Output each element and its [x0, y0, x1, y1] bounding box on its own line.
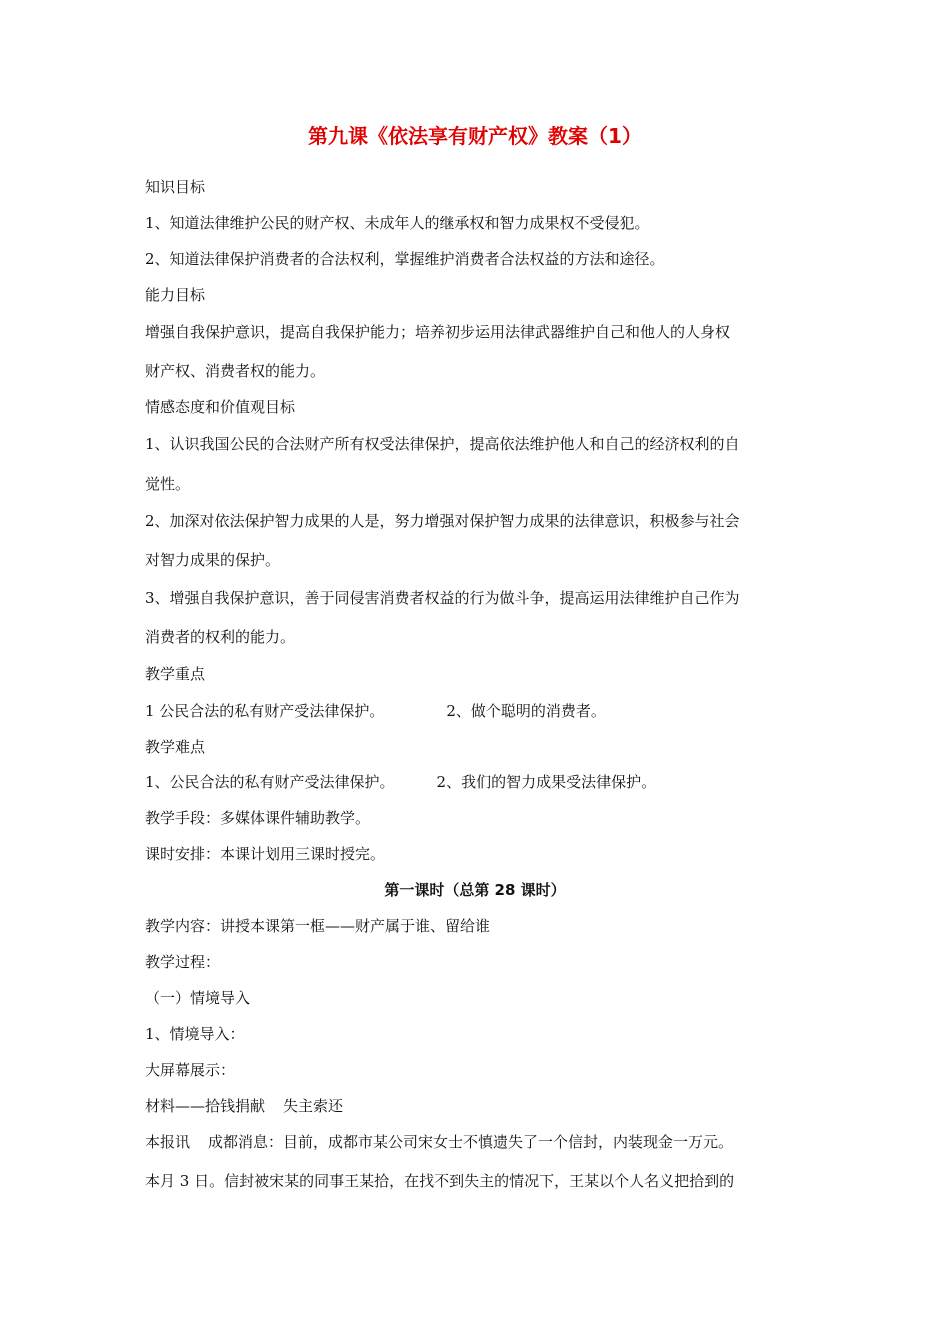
heading-key-points: 教学重点	[145, 665, 206, 683]
paragraph-line: 1、认识我国公民的合法财产所有权受法律保护，提高依法维护他人和自己的经济权利的自	[145, 435, 740, 453]
heading-ability-goals: 能力目标	[145, 286, 206, 304]
heading-knowledge-goals: 知识目标	[145, 178, 206, 196]
paragraph-line: 教学内容：讲授本课第一框——财产属于谁、留给谁	[145, 917, 491, 935]
key-points-row	[145, 700, 606, 722]
paragraph-line: 1、情境导入：	[145, 1025, 245, 1043]
paragraph-line: 课时安排：本课计划用三课时授完。	[145, 845, 386, 863]
paragraph-line: （一）情境导入	[145, 989, 251, 1007]
paragraph-line: 财产权、消费者权的能力。	[145, 362, 326, 380]
paragraph-line: 3、增强自我保护意识，善于同侵害消费者权益的行为做斗争，提高运用法律维护自己作为	[145, 589, 740, 607]
paragraph-line: 1、知道法律维护公民的财产权、未成年人的继承权和智力成果权不受侵犯。	[145, 214, 650, 232]
paragraph-line: 本月 3 日。信封被宋某的同事王某拾，在找不到失主的情况下，王某以个人名义把拾到的	[145, 1172, 735, 1190]
heading-difficult-points: 教学难点	[145, 738, 206, 756]
difficult-point-2: 2、我们的智力成果受法律保护。	[436, 773, 657, 791]
paragraph-line: 对智力成果的保护。	[145, 551, 281, 569]
paragraph-line: 大屏幕展示：	[145, 1061, 236, 1079]
document-title: 第九课《依法享有财产权》教案（1）	[308, 124, 642, 148]
paragraph-line: 觉性。	[145, 475, 191, 493]
section-title: 第一课时（总第 28 课时）	[384, 881, 566, 899]
material-title: 材料——拾钱捐献 失主索还	[145, 1097, 344, 1115]
paragraph-line: 教学过程：	[145, 953, 221, 971]
paragraph-line: 2、知道法律保护消费者的合法权利，掌握维护消费者合法权益的方法和途径。	[145, 250, 665, 268]
report-line: 本报讯 成都消息：目前，成都市某公司宋女士不慎遗失了一个信封，内装现金一万元。	[145, 1133, 734, 1151]
paragraph-line: 教学手段：多媒体课件辅助教学。	[145, 809, 371, 827]
paragraph-line: 消费者的权利的能力。	[145, 628, 296, 646]
difficult-point-1: 1、公民合法的私有财产受法律保护。	[145, 773, 395, 791]
heading-attitude-goals: 情感态度和价值观目标	[145, 398, 296, 416]
key-point-2: 2、做个聪明的消费者。	[446, 702, 606, 720]
paragraph-line: 增强自我保护意识，提高自我保护能力；培养初步运用法律武器维护自己和他人的人身权	[145, 323, 731, 341]
key-point-1: 1 公民合法的私有财产受法律保护。	[145, 702, 385, 720]
difficult-points-row	[145, 771, 656, 793]
paragraph-line: 2、加深对依法保护智力成果的人是，努力增强对保护智力成果的法律意识，积极参与社会	[145, 512, 740, 530]
